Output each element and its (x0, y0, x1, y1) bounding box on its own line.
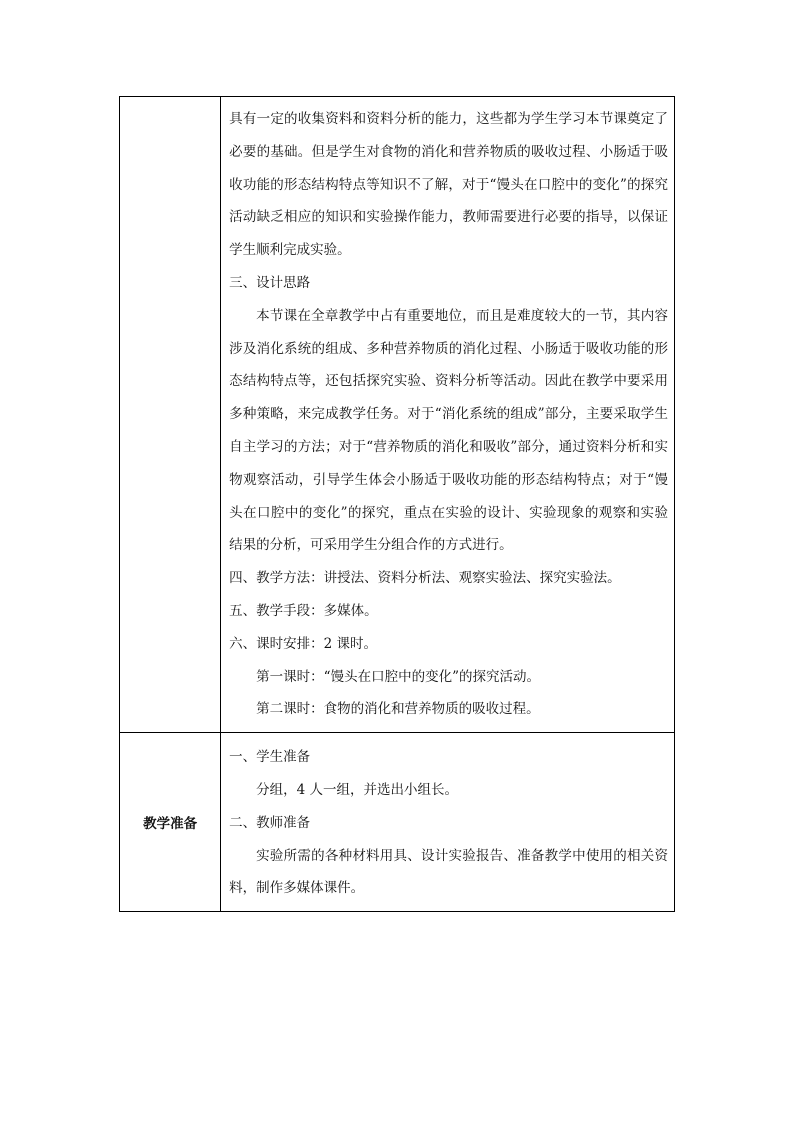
heading-student-prep: 一、学生准备 (229, 749, 311, 766)
heading-schedule: 六、课时安排：2 课时。 (229, 635, 378, 652)
table-row-preparation (120, 733, 675, 912)
paragraph-teacher-prep: 实验所需的各种材料用具、设计实验报告、准备教学中使用的相关资料，制作多媒体课件。 (229, 847, 668, 897)
paragraph-student-prep: 分组，4 人一组，并选出小组长。 (256, 781, 459, 798)
table-row-analysis (120, 97, 675, 733)
row-label-preparation: 教学准备 (120, 733, 221, 912)
schedule-first-lesson: 第一课时：“馒头在口腔中的变化”的探究活动。 (256, 668, 540, 685)
schedule-second-lesson: 第二课时：食物的消化和营养物质的吸收过程。 (256, 701, 540, 718)
paragraph-foundation: 具有一定的收集资料和资料分析的能力，这些都为学生学习本节课奠定了必要的基础。但是学生对食物的消化和营养物质的吸收过程、小肠适于吸收功能的形态结构特点等知识不了解，对于“馒头在口腔中的变化”的探究活动缺乏相应的知识和实验操作能力，教师需要进行必要的指导，以保证学生顺利完成实验。 (229, 111, 668, 259)
lesson-plan-table (119, 96, 675, 912)
heading-teaching-method: 四、教学方法：讲授法、资料分析法、观察实验法、探究实验法。 (229, 570, 621, 587)
heading-teaching-means: 五、教学手段：多媒体。 (229, 602, 378, 619)
row-label-empty (120, 97, 221, 733)
heading-teacher-prep: 二、教师准备 (229, 814, 311, 831)
row-content-analysis (221, 97, 675, 733)
paragraph-design-idea: 本节课在全章教学中占有重要地位，而且是难度较大的一节，其内容涉及消化系统的组成、多种营养物质的消化过程、小肠适于吸收功能的形态结构特点等，还包括探究实验、资料分析等活动。因此在教学中要采用多种策略，来完成教学任务。对于“消化系统的组成”部分，主要采取学生自主学习的方法；对于“营养物质的消化和吸收”部分，通过资料分析和实物观察活动，引导学生体会小肠适于吸收功能的形态结构特点；对于“馒头在口腔中的变化”的探究，重点在实验的设计、实验现象的观察和实验结果的分析，可采用学生分组合作的方式进行。 (229, 307, 668, 554)
heading-design-idea: 三、设计思路 (229, 274, 311, 291)
row-content-preparation (221, 733, 675, 912)
